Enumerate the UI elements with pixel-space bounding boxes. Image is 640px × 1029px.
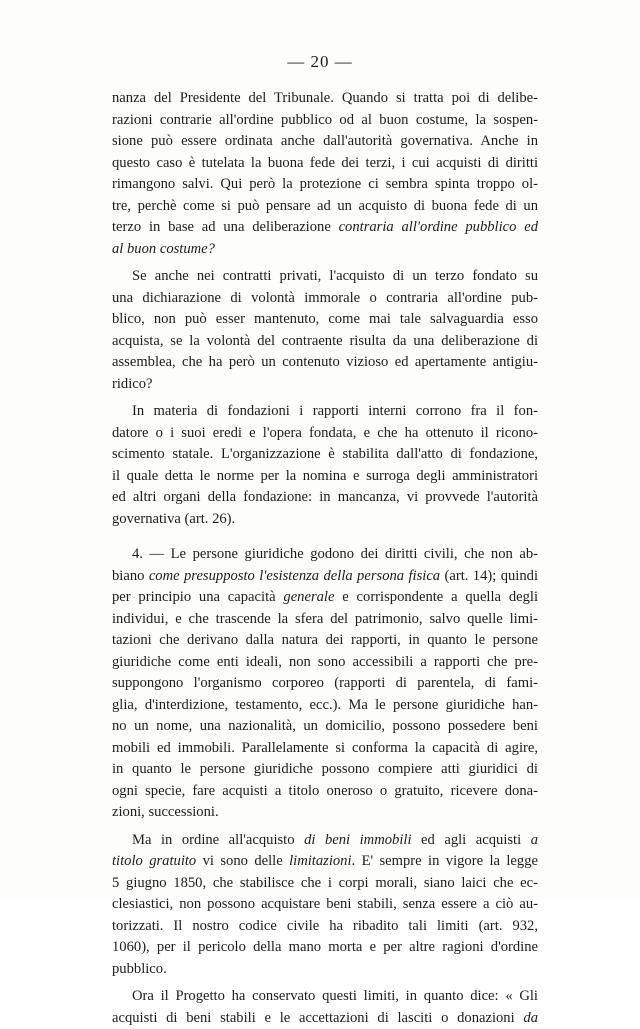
text-line: giuridiche come enti ideali, non sono accessibili a rapporti che pre- bbox=[112, 652, 538, 674]
text-line: 4. — Le persone giuridiche godono dei diritti civili, che non ab- bbox=[112, 544, 538, 566]
text-line: tre, perchè come si può pensare ad un acquisto di buona fede di un bbox=[112, 196, 538, 218]
text-run: acquisti di beni stabili e le accettazioni di lasciti o donazioni bbox=[112, 1010, 523, 1026]
text-run: ed agli acquisti bbox=[412, 832, 531, 848]
italic-run: a bbox=[531, 832, 538, 848]
text-line bbox=[112, 851, 538, 873]
text-line: rimangono salvi. Qui però la protezione ci sembra spinta troppo ol- bbox=[112, 174, 538, 196]
text-run: . E' sempre in vigore la legge bbox=[352, 853, 538, 869]
text-line bbox=[112, 830, 538, 852]
text-line: Ora il Progetto ha conservato questi limiti, in quanto dice: « Gli bbox=[112, 986, 538, 1008]
text-line bbox=[112, 566, 538, 588]
text-run: biano bbox=[112, 568, 149, 584]
text-run: terzo in base ad una deliberazione bbox=[112, 219, 339, 235]
section-4-paragraph bbox=[112, 544, 538, 824]
text-line: scimento statale. L'organizzazione è stabilita dall'atto di fondazione, bbox=[112, 444, 538, 466]
text-run: (art. 14); quindi bbox=[440, 568, 538, 584]
italic-run: come presupposto l'esistenza della persona fisica bbox=[149, 568, 440, 584]
text-line: datore o i suoi eredi e l'opera fondata, e che ha ottenuto il ricono- bbox=[112, 423, 538, 445]
text-line bbox=[112, 587, 538, 609]
paragraph-5 bbox=[112, 830, 538, 981]
text-line: 5 giugno 1850, che stabilisce che i corpi morali, siano laici che ec- bbox=[112, 873, 538, 895]
text-line: zioni, successioni. bbox=[112, 802, 538, 824]
text-line: suppongono l'organismo corporeo (rapporti di parentela, di fami- bbox=[112, 673, 538, 695]
paragraph-2 bbox=[112, 266, 538, 395]
text-line: assemblea, che ha però un contenuto vizioso ed apertamente antigiu- bbox=[112, 352, 538, 374]
text-run: Ma in ordine all'acquisto bbox=[132, 832, 304, 848]
italic-run: di beni immobili bbox=[304, 832, 411, 848]
text-line: tazioni che derivano dalla natura dei rapporti, in quanto le persone bbox=[112, 630, 538, 652]
paragraph-1 bbox=[112, 88, 538, 260]
text-line: blico, non può esser mantenuto, come mai tale salvaguardia esso bbox=[112, 309, 538, 331]
italic-run: da bbox=[523, 1010, 538, 1026]
text-line: torizzati. Il nostro codice civile ha ribadito tali limiti (art. 932, bbox=[112, 916, 538, 938]
page-number: — 20 — bbox=[0, 52, 640, 72]
text-line bbox=[112, 239, 538, 261]
text-line: ed altri organi della fondazione: in mancanza, vi provvede l'autorità bbox=[112, 487, 538, 509]
text-line: individui, e che trascende la sfera del patrimonio, salvo quelle limi- bbox=[112, 609, 538, 631]
text-line: mobili ed immobili. Parallelamente si conforma la capacità di agire, bbox=[112, 738, 538, 760]
text-line: ridico? bbox=[112, 374, 538, 396]
text-line: acquista, se la volontà del contraente risulta da una deliberazione di bbox=[112, 331, 538, 353]
text-line bbox=[112, 217, 538, 239]
paragraph-6 bbox=[112, 986, 538, 1029]
text-line: In materia di fondazioni i rapporti interni corrono fra il fon- bbox=[112, 401, 538, 423]
text-line: glia, d'interdizione, testamento, ecc.). Ma le persone giuridiche han- bbox=[112, 695, 538, 717]
text-line bbox=[112, 1008, 538, 1029]
body-text bbox=[112, 88, 538, 1029]
paragraph-3 bbox=[112, 401, 538, 530]
italic-run: contraria all'ordine pubblico ed bbox=[339, 219, 538, 235]
text-line: Se anche nei contratti privati, l'acquisto di un terzo fondato su bbox=[112, 266, 538, 288]
text-line: questo caso è tutelata la buona fede dei terzi, i cui acquisti di diritti bbox=[112, 153, 538, 175]
text-run: e corrispondente a quella degli bbox=[334, 589, 538, 605]
text-line: governativa (art. 26). bbox=[112, 509, 538, 531]
text-line: sione può essere ordinata anche dall'autorità governativa. Anche in bbox=[112, 131, 538, 153]
text-run: vi sono delle bbox=[196, 853, 289, 869]
text-line: 1060), per il pericolo della mano morta e per altre ragioni d'ordine bbox=[112, 937, 538, 959]
text-line: il quale detta le norme per la nomina e surroga degli amministratori bbox=[112, 466, 538, 488]
text-line: pubblico. bbox=[112, 959, 538, 981]
italic-run: generale bbox=[283, 589, 334, 605]
text-line: ogni specie, fare acquisti a titolo oneroso o gratuito, ricevere dona- bbox=[112, 781, 538, 803]
text-run: per principio una capacità bbox=[112, 589, 283, 605]
text-line: nanza del Presidente del Tribunale. Quando si tratta poi di delibe- bbox=[112, 88, 538, 110]
text-line: no un nome, una nazionalità, un domicilio, possono possedere beni bbox=[112, 716, 538, 738]
italic-run: titolo gratuito bbox=[112, 853, 196, 869]
text-line: una dichiarazione di volontà immorale o contraria all'ordine pub- bbox=[112, 288, 538, 310]
text-line: in quanto le persone giuridiche possono compiere atti giuridici di bbox=[112, 759, 538, 781]
italic-run: limitazioni bbox=[289, 853, 351, 869]
text-line: clesiastici, non possono acquistare beni stabili, senza essere a ciò au- bbox=[112, 894, 538, 916]
text-line: razioni contrarie all'ordine pubblico od al buon costume, la sospen- bbox=[112, 110, 538, 132]
italic-run: al buon costume? bbox=[112, 241, 215, 257]
